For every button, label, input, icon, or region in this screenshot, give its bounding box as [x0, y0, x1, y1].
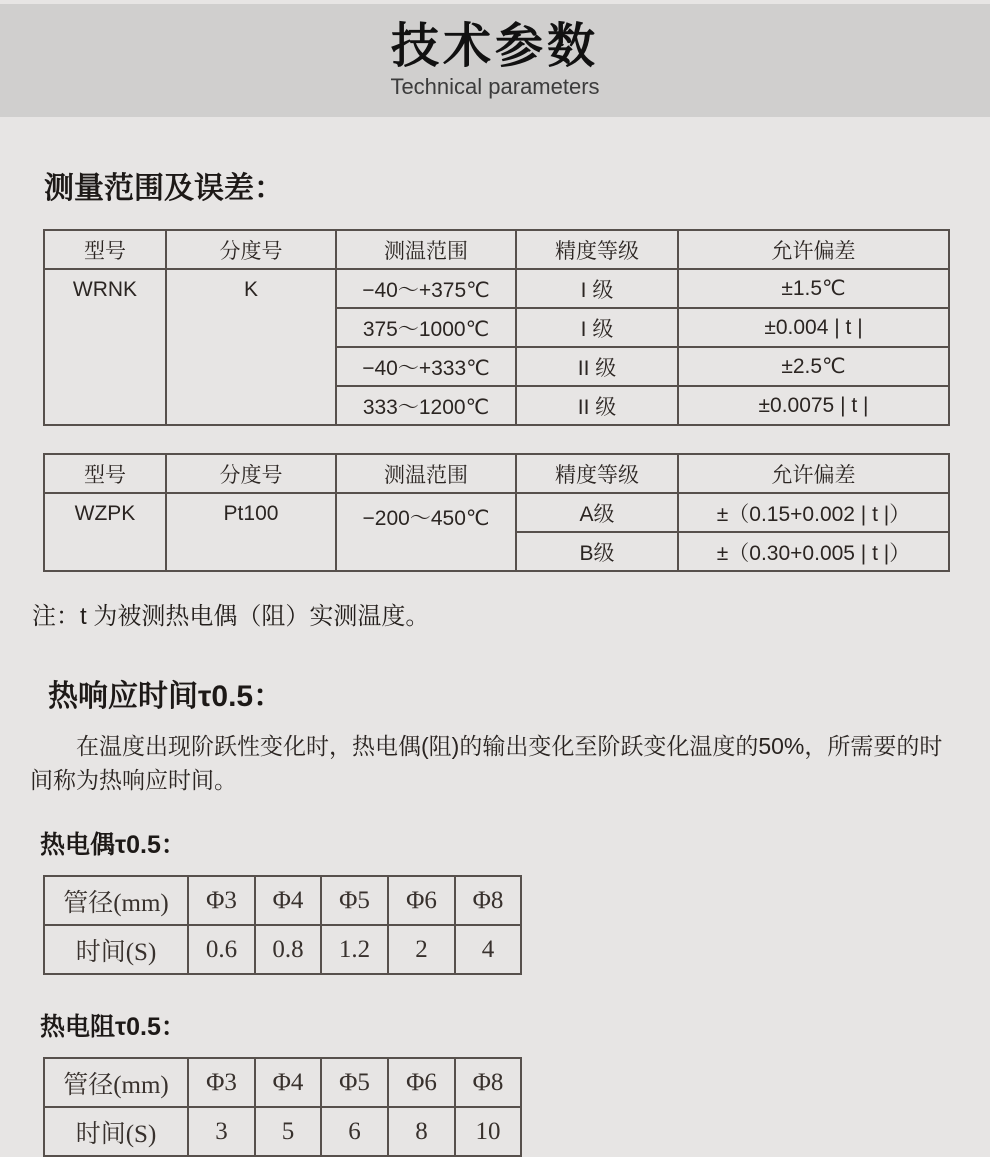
- grade-cell: A级: [516, 493, 678, 532]
- range-cell: −40～+333℃: [336, 347, 516, 386]
- time-label-cell: 时间(S): [44, 925, 188, 974]
- page-subtitle: Technical parameters: [390, 74, 600, 100]
- time-cell: 1.2: [321, 925, 388, 974]
- diameter-cell: Φ3: [188, 876, 255, 925]
- table-header-row: [44, 454, 949, 493]
- table-header-row: [44, 230, 949, 269]
- diameter-cell: Φ5: [321, 1058, 388, 1107]
- col-header-deviation: 允许偏差: [678, 454, 949, 493]
- graduation-cell: K: [166, 269, 336, 425]
- thermocouple-response-table: [43, 875, 522, 975]
- range-cell: 333～1200℃: [336, 386, 516, 425]
- table-row: [44, 876, 521, 925]
- time-cell: 4: [455, 925, 521, 974]
- deviation-cell: ±（0.15+0.002 | t |）: [678, 493, 949, 532]
- time-cell: 5: [255, 1107, 321, 1156]
- deviation-cell: ±0.0075 | t |: [678, 386, 949, 425]
- range-cell: −200～450℃: [336, 493, 516, 571]
- page-title: 技术参数: [390, 19, 599, 73]
- diameter-cell: Φ6: [388, 876, 455, 925]
- footnote: 注：t 为被测热电偶（阻）实测温度。: [32, 603, 430, 630]
- measure-range-section-title: 测量范围及误差：: [44, 172, 284, 205]
- grade-cell: I 级: [516, 269, 678, 308]
- col-header-model: 型号: [44, 454, 166, 493]
- time-cell: 0.8: [255, 925, 321, 974]
- deviation-cell: ±（0.30+0.005 | t |）: [678, 532, 949, 571]
- col-header-model: 型号: [44, 230, 166, 269]
- table-row: [44, 1058, 521, 1107]
- deviation-cell: ±1.5℃: [678, 269, 949, 308]
- diameter-cell: Φ8: [455, 1058, 521, 1107]
- deviation-cell: ±0.004 | t |: [678, 308, 949, 347]
- table-row: [44, 925, 521, 974]
- diameter-cell: Φ8: [455, 876, 521, 925]
- grade-cell: I 级: [516, 308, 678, 347]
- thermocouple-range-table: [43, 229, 950, 426]
- diameter-cell: Φ3: [188, 1058, 255, 1107]
- grade-cell: B级: [516, 532, 678, 571]
- table-row: [44, 493, 949, 532]
- thermocouple-tau-title: 热电偶τ0.5：: [40, 831, 186, 859]
- deviation-cell: ±2.5℃: [678, 347, 949, 386]
- graduation-cell: Pt100: [166, 493, 336, 571]
- col-header-grade: 精度等级: [516, 230, 678, 269]
- response-time-section-title: 热响应时间τ0.5：: [48, 680, 284, 713]
- time-cell: 10: [455, 1107, 521, 1156]
- col-header-deviation: 允许偏差: [678, 230, 949, 269]
- model-cell: WZPK: [44, 493, 166, 571]
- thermoresistor-tau-title: 热电阻τ0.5：: [40, 1013, 186, 1041]
- thermoresistor-range-table: [43, 453, 950, 572]
- diameter-label-cell: 管径(mm): [44, 1058, 188, 1107]
- col-header-graduation: 分度号: [166, 454, 336, 493]
- table-row: [44, 1107, 521, 1156]
- time-cell: 3: [188, 1107, 255, 1156]
- model-cell: WRNK: [44, 269, 166, 425]
- header-band: [0, 4, 990, 117]
- diameter-label-cell: 管径(mm): [44, 876, 188, 925]
- col-header-graduation: 分度号: [166, 230, 336, 269]
- time-cell: 2: [388, 925, 455, 974]
- grade-cell: II 级: [516, 386, 678, 425]
- time-cell: 6: [321, 1107, 388, 1156]
- col-header-range: 测温范围: [336, 454, 516, 493]
- table-row: [44, 269, 949, 308]
- col-header-grade: 精度等级: [516, 454, 678, 493]
- diameter-cell: Φ6: [388, 1058, 455, 1107]
- time-cell: 0.6: [188, 925, 255, 974]
- time-label-cell: 时间(S): [44, 1107, 188, 1156]
- range-cell: 375～1000℃: [336, 308, 516, 347]
- range-cell: −40～+375℃: [336, 269, 516, 308]
- diameter-cell: Φ4: [255, 876, 321, 925]
- grade-cell: II 级: [516, 347, 678, 386]
- diameter-cell: Φ5: [321, 876, 388, 925]
- diameter-cell: Φ4: [255, 1058, 321, 1107]
- response-time-description: 在温度出现阶跃性变化时，热电偶(阻)的输出变化至阶跃变化温度的50%，所需要的时间称为热响应时间。: [30, 733, 943, 793]
- thermoresistor-response-table: [43, 1057, 522, 1157]
- col-header-range: 测温范围: [336, 230, 516, 269]
- time-cell: 8: [388, 1107, 455, 1156]
